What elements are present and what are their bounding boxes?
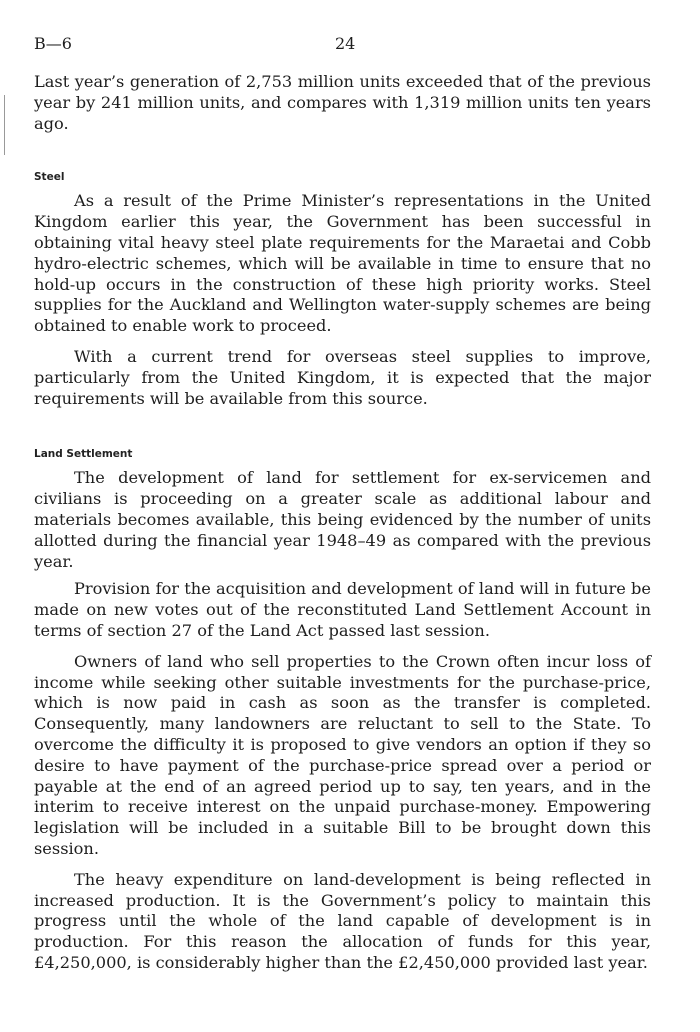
paragraph: Owners of land who sell properties to the Crown often incur loss of income while seeking other suitable investments for the purchase-price, which is now paid in cash as soon as the transfer is completed. Consequently, many landowners are reluctant to sell to the State. To overcome the difficulty it is proposed to give vendors an option if they so desire to have payment of the purchase-price spread over a period or payable at the end of an agreed period up to say, ten years, and in the interim to receive interest on the unpaid purchase-money. Empowering legislation will be included in a suitable Bill to be brought down this session. <box>34 651 651 858</box>
section-heading-steel: Steel <box>34 171 65 184</box>
page-number: 24 <box>335 34 356 53</box>
section-heading-land-settlement: Land Settlement <box>34 448 133 461</box>
margin-mark <box>4 95 5 155</box>
paragraph: Provision for the acquisition and development of land will in future be made on new votes out of the reconstituted Land Settlement Account in terms of section 27 of the Land Act passed last session. <box>34 579 651 640</box>
paragraph: With a current trend for overseas steel supplies to improve, particularly from the United Kingdom, it is expected that the major requirements will be available from this source. <box>34 346 651 408</box>
page-body <box>34 72 651 974</box>
document-reference: B—6 <box>34 34 72 53</box>
paragraph: As a result of the Prime Minister’s representations in the United Kingdom earlier this year, the Government has been successful in obtaining vital heavy steel plate requirements for the Maraetai and Cobb hydro-electric schemes, which will be available in time to ensure that no hold-up occurs in the construction of these high priority works. Steel supplies for the Auckland and Wellington water-supply schemes are being obtained to enable work to proceed. <box>34 191 651 336</box>
intro-paragraph: Last year’s generation of 2,753 million units exceeded that of the previous year by 241 million units, and compares with 1,319 million units ten years ago. <box>34 72 651 133</box>
paragraph: The heavy expenditure on land-development is being reflected in increased production. It is the Government’s policy to maintain this progress until the whole of the land capable of development is in production. For this reason the allocation of funds for this year, £4,250,000, is considerably higher than the £2,450,000 provided last year. <box>34 869 651 972</box>
page-header <box>34 34 660 56</box>
paragraph: The development of land for settlement for ex-servicemen and civilians is proceeding on a greater scale as additional labour and materials becomes available, this being evidenced by the number of units allotted during the financial year 1948–49 as compared with the previous year. <box>34 468 651 571</box>
